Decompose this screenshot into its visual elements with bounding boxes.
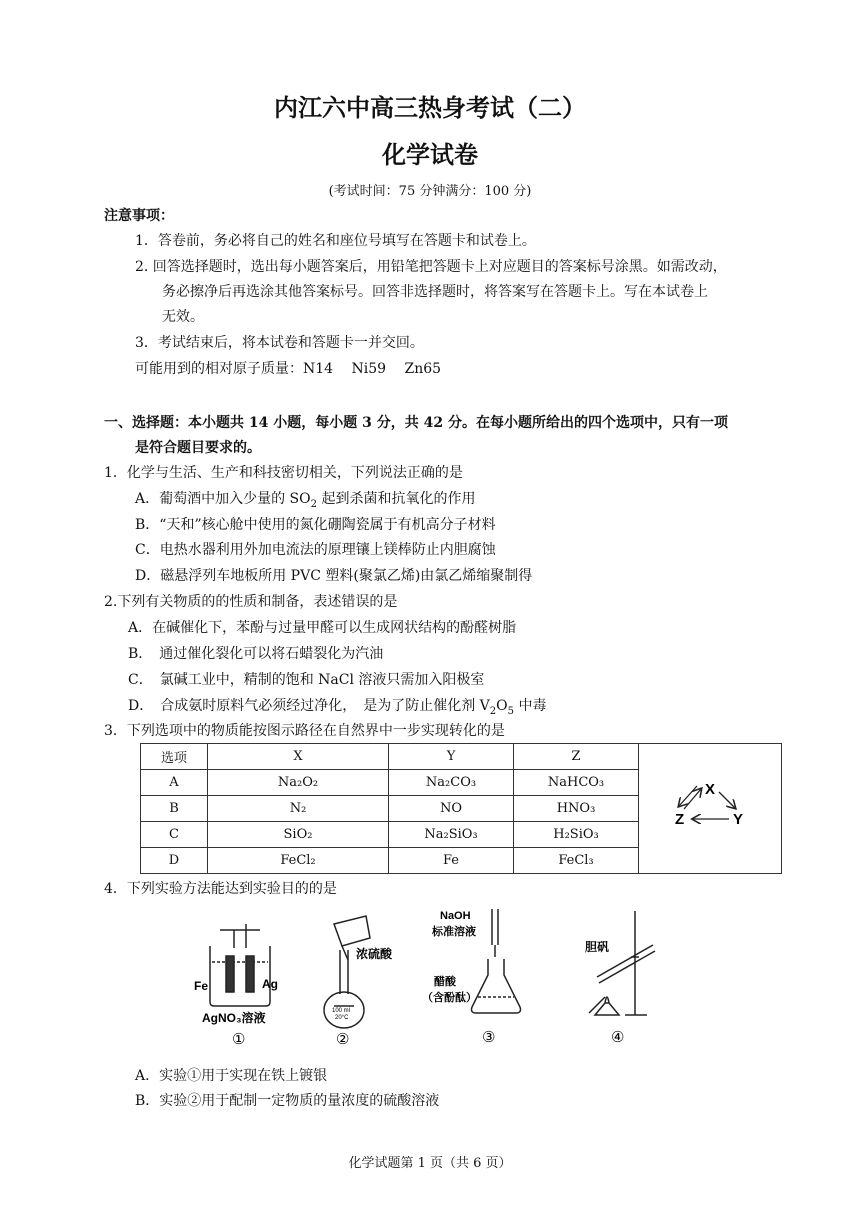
table-header: X (208, 744, 389, 770)
naoh-label: NaOH (440, 910, 471, 922)
notice-item-2-cont: 务必擦净后再选涂其他答案标号。回答非选择题时，将答案写在答题卡上。写在本试卷上 (162, 284, 708, 300)
phenolphthalein-label: （含酚酞） (422, 992, 477, 1004)
notice-item-1: 1．答卷前，务必将自己的姓名和座位号填写在答题卡和试卷上。 (135, 233, 536, 249)
notice-item-2-cont2: 无效。 (162, 309, 204, 325)
notice-item-3: 3．考试结束后，将本试卷和答题卡一并交回。 (135, 335, 424, 351)
flask-temp-label: 20°C (335, 1015, 349, 1021)
figure-number-3: ③ (482, 1028, 496, 1046)
table-cell: FeCl₂ (208, 848, 389, 874)
table-header: Z (514, 744, 639, 770)
table-cell: NO (389, 796, 514, 822)
table-cell: FeCl₃ (514, 848, 639, 874)
q2-option-d: D． 合成氨时原料气必须经过净化， 是为了防止催化剂 $V_2O_5$ 中毒 (128, 698, 547, 717)
fe-label: Fe (194, 979, 209, 993)
figure-number-1: ① (232, 1030, 246, 1048)
titration-figure (420, 905, 550, 1050)
arrow-z-to-x (684, 789, 701, 809)
q4-option-a: A．实验①用于实现在铁上镀银 (135, 1068, 328, 1084)
table-cell: Na₂O₂ (208, 770, 389, 796)
q2-option-a: A．在碱催化下，苯酚与过量甲醛可以生成网状结构的酚醛树脂 (128, 620, 517, 636)
figure-number-4: ④ (611, 1028, 625, 1046)
ag-label: Ag (262, 977, 278, 991)
table-cell: Fe (389, 848, 514, 874)
table-cell: H₂SiO₃ (514, 822, 639, 848)
section1-heading-cont: 是符合题目要求的。 (135, 440, 261, 456)
diagram-node-y: Y (733, 811, 744, 828)
q1-option-a: A．葡萄酒中加入少量的 $SO_2$ 起到杀菌和抗氧化的作用 (135, 491, 476, 510)
electroplating-apparatus-figure (190, 910, 300, 1050)
table-header: 选项 (141, 744, 208, 770)
atomic-masses: 可能用到的相对原子质量：N14 Ni59 Zn65 (135, 361, 442, 377)
heating-apparatus-figure (575, 905, 675, 1050)
table-cell: D (141, 848, 208, 874)
arrow-x-to-y (719, 792, 735, 808)
acetic-acid-label: 醋酸 (434, 976, 456, 988)
flask-volume-label: 100 ml (332, 1008, 351, 1014)
subject-title: 化学试卷 (382, 140, 478, 169)
page-footer: 化学试题第 1 页（共 6 页） (348, 1156, 512, 1171)
q4-option-b: B．实验②用于配制一定物质的量浓度的硫酸溶液 (135, 1093, 440, 1109)
exam-info: (考试时间：75 分钟满分：100 分) (328, 184, 532, 199)
q3-diagram-cell (639, 744, 782, 874)
q3-options-table (140, 743, 782, 874)
blue-vitriol-label: 胆矾 (585, 940, 610, 954)
table-cell: NaHCO₃ (514, 770, 639, 796)
q1-option-d: D．磁悬浮列车地板所用 PVC 塑料(聚氯乙烯)由氯乙烯缩聚制得 (135, 568, 533, 584)
table-cell: HNO₃ (514, 796, 639, 822)
diagram-node-x: X (705, 781, 716, 798)
agno3-label: AgNO₃溶液 (202, 1011, 266, 1025)
table-cell: SiO₂ (208, 822, 389, 848)
q4-stem: 4．下列实验方法能达到实验目的的是 (104, 881, 337, 897)
q1-option-b: B．“天和”核心舱中使用的氮化硼陶瓷属于有机高分子材料 (135, 517, 496, 533)
q1-option-c: C．电热水器利用外加电流法的原理镶上镁棒防止内胆腐蚀 (135, 542, 496, 558)
standard-solution-label: 标准溶液 (432, 926, 476, 938)
q2-stem: 2.下列有关物质的的性质和制备，表述错误的是 (104, 594, 398, 610)
table-cell: Na₂CO₃ (389, 770, 514, 796)
exam-title: 内江六中高三热身考试（二） (274, 93, 586, 122)
diagram-node-z: Z (675, 811, 685, 828)
conversion-diagram (639, 744, 781, 869)
q3-stem: 3．下列选项中的物质能按图示路径在自然界中一步实现转化的是 (104, 723, 505, 739)
notice-item-2: 2. 回答选择题时，选出每小题答案后，用铅笔把答题卡上对应题目的答案标号涂黑。如需改动， (135, 259, 727, 275)
q2-option-b: B． 通过催化裂化可以将石蜡裂化为汽油 (128, 646, 384, 662)
table-cell: N₂ (208, 796, 389, 822)
table-cell: A (141, 770, 208, 796)
table-header: Y (389, 744, 514, 770)
volumetric-flask-figure (310, 910, 420, 1050)
section1-heading: 一、选择题：本小题共 14 小题，每小题 3 分，共 42 分。在每小题所给出的四个选项中，只有一项 (104, 415, 728, 431)
table-cell: Na₂SiO₃ (389, 822, 514, 848)
conc-sulfuric-acid-label: 浓硫酸 (356, 947, 393, 961)
figure-number-2: ② (336, 1030, 350, 1048)
q2-option-c: C． 氯碱工业中，精制的饱和 NaCl 溶液只需加入阳极室 (128, 672, 485, 688)
table-header-row (141, 744, 782, 770)
notice-heading: 注意事项： (104, 208, 174, 224)
table-cell: B (141, 796, 208, 822)
table-cell: C (141, 822, 208, 848)
q1-stem: 1．化学与生活、生产和科技密切相关，下列说法正确的是 (104, 465, 463, 481)
